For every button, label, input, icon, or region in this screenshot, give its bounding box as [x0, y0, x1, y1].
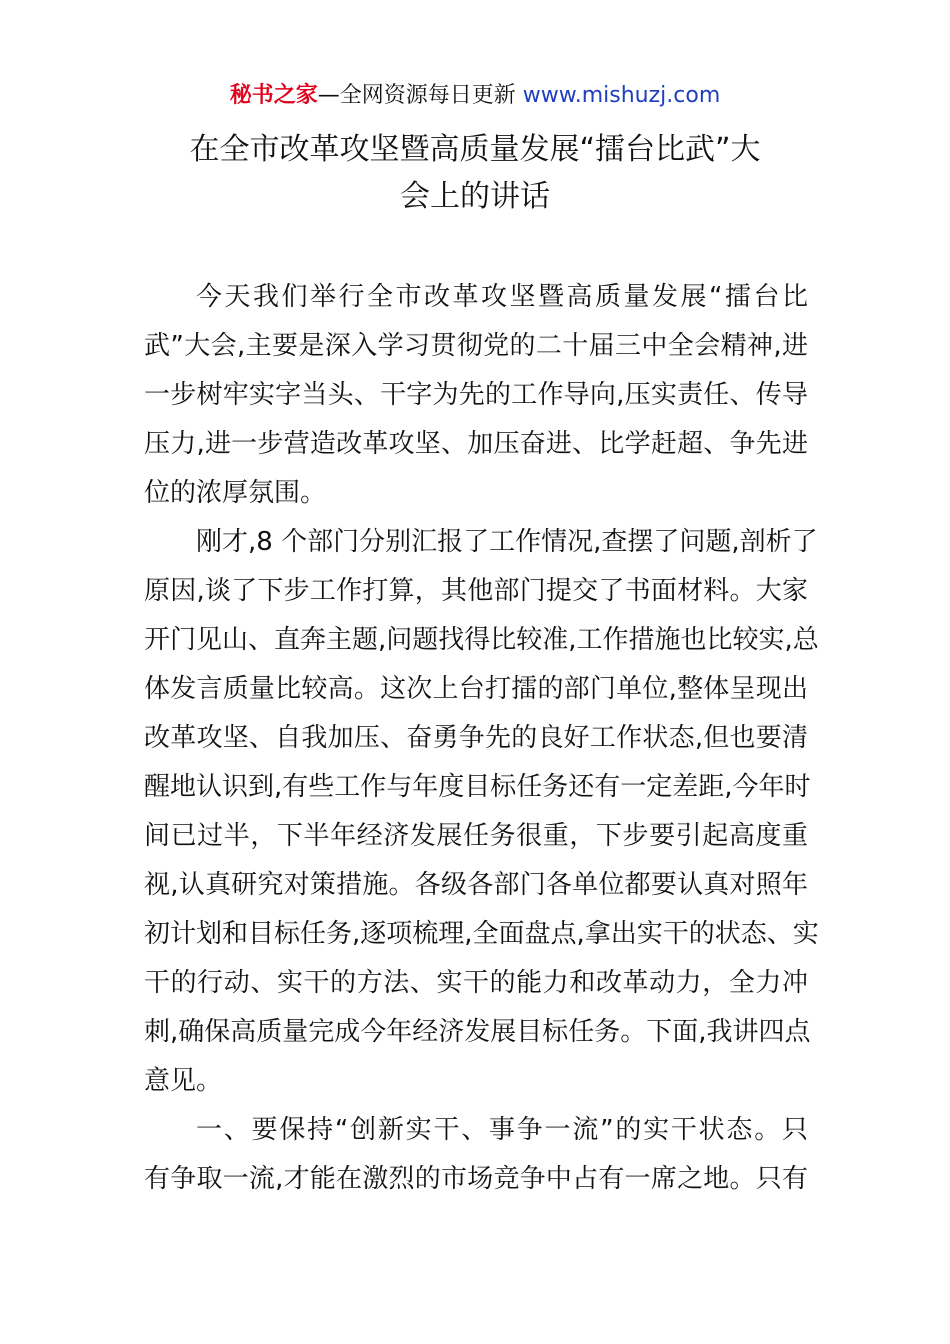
paragraph-line: 干的行动、实干的方法、实干的能力和改革动力，全力冲	[144, 968, 808, 998]
title-line-2: 会上的讲话	[400, 179, 550, 214]
paragraph-line: 刚才,8 个部门分别汇报了工作情况,查摆了问题,剖析了	[196, 527, 818, 557]
document-body	[144, 273, 819, 1204]
paragraph-line: 醒地认识到,有些工作与年度目标任务还有一定差距,今年时	[144, 772, 811, 802]
paragraph-line: 间已过半，下半年经济发展任务很重，下步要引起高度重	[144, 821, 808, 851]
header-tagline: —全网资源每日更新	[317, 83, 516, 108]
paragraph-line: 武”大会,主要是深入学习贯彻党的二十届三中全会精神,进	[144, 331, 808, 361]
paragraph-line: 开门见山、直奔主题,问题找得比较准,工作措施也比较实,总	[144, 625, 819, 655]
paragraph-3	[144, 1106, 808, 1204]
paragraph-line: 压力,进一步营造改革攻坚、加压奋进、比学赶超、争先进	[144, 429, 808, 459]
paragraph-line: 刺,确保高质量完成今年经济发展目标任务。下面,我讲四点	[144, 1017, 811, 1047]
paragraph-line: 体发言质量比较高。这次上台打擂的部门单位,整体呈现出	[144, 674, 808, 704]
site-url-link[interactable]: www.mishuzj.com	[522, 83, 721, 108]
site-header	[0, 80, 950, 112]
paragraph-1	[144, 273, 808, 518]
paragraph-line: 有争取一流,才能在激烈的市场竞争中占有一席之地。只有	[144, 1164, 808, 1194]
paragraph-line: 今天我们举行全市改革攻坚暨高质量发展“擂台比	[196, 282, 808, 312]
paragraph-line: 原因,谈了下步工作打算，其他部门提交了书面材料。大家	[144, 576, 808, 606]
paragraph-line: 视,认真研究对策措施。各级各部门各单位都要认真对照年	[144, 870, 808, 900]
paragraph-line: 一、要保持“创新实干、事争一流”的实干状态。只	[196, 1115, 808, 1145]
paragraph-2	[144, 518, 819, 1106]
document-title	[140, 126, 810, 220]
brand-name: 秘书之家	[229, 83, 318, 108]
title-line-1: 在全市改革攻坚暨高质量发展“擂台比武”大	[189, 132, 761, 167]
paragraph-line: 意见。	[144, 1066, 223, 1096]
paragraph-line: 一步树牢实字当头、干字为先的工作导向,压实责任、传导	[144, 380, 808, 410]
paragraph-line: 初计划和目标任务,逐项梳理,全面盘点,拿出实干的状态、实	[144, 919, 819, 949]
paragraph-line: 改革攻坚、自我加压、奋勇争先的良好工作状态,但也要清	[144, 723, 808, 753]
paragraph-line: 位的浓厚氛围。	[144, 478, 327, 508]
